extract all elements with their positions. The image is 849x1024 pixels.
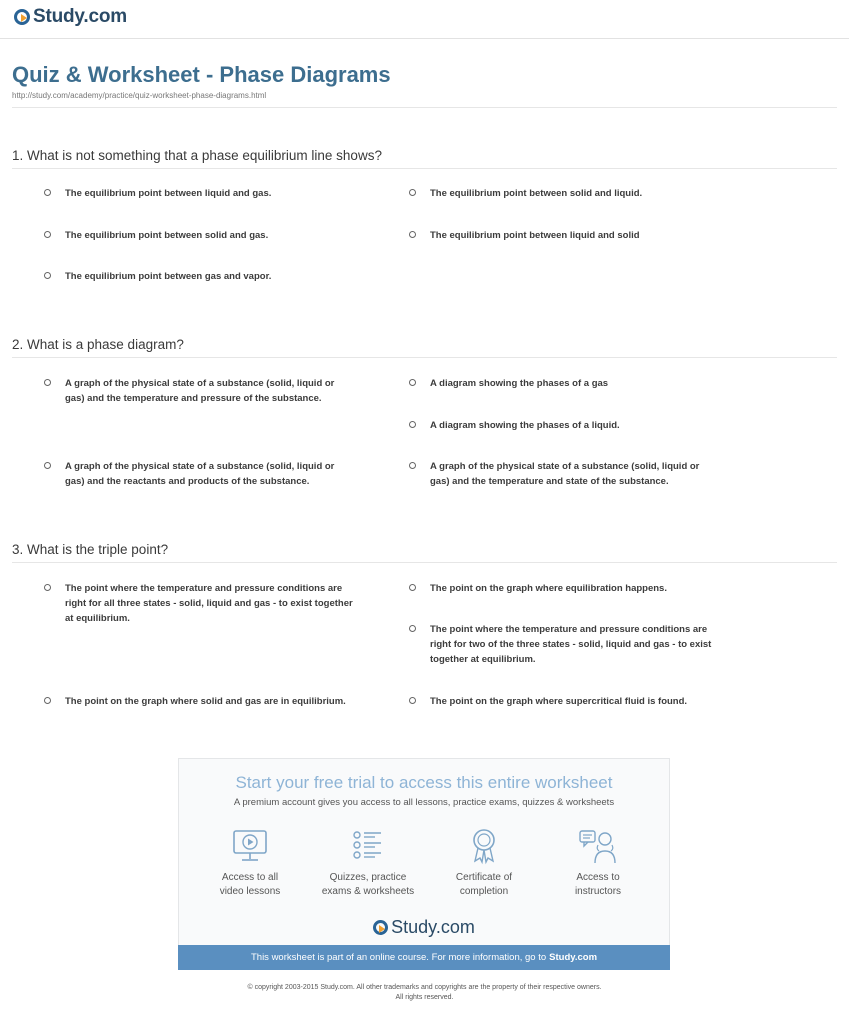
answer-option[interactable]: A diagram showing the phases of a gas bbox=[409, 376, 608, 391]
feature-certificate bbox=[429, 827, 539, 899]
question-3: 3. What is the triple point? bbox=[12, 542, 169, 557]
answer-option[interactable]: The equilibrium point between gas and vapor. bbox=[44, 269, 271, 284]
site-logo[interactable] bbox=[14, 6, 127, 28]
radio-button[interactable] bbox=[44, 584, 51, 591]
page-title: Quiz & Worksheet - Phase Diagrams bbox=[12, 62, 391, 87]
question-2: 2. What is a phase diagram? bbox=[12, 337, 184, 352]
answer-option[interactable]: The point on the graph where supercritical fluid is found. bbox=[409, 694, 687, 709]
page-url: http://study.com/academy/practice/quiz-worksheet-phase-diagrams.html bbox=[12, 91, 267, 100]
certificate-ribbon-icon bbox=[465, 827, 503, 865]
title-divider bbox=[12, 107, 837, 108]
answer-option[interactable]: The equilibrium point between solid and liquid. bbox=[409, 186, 642, 201]
promo-title[interactable]: Start your free trial to access this entire worksheet bbox=[235, 773, 613, 792]
radio-button[interactable] bbox=[409, 584, 416, 591]
answer-option[interactable]: The point on the graph where solid and gas are in equilibrium. bbox=[44, 694, 346, 709]
answer-option[interactable]: The point where the temperature and pressure conditions are right for all three states - solid, liquid and gas - to exist together at equilibrium. bbox=[44, 581, 353, 626]
answer-option[interactable]: A graph of the physical state of a substance (solid, liquid or gas) and the temperature and pressure of the substance. bbox=[44, 376, 334, 406]
radio-button[interactable] bbox=[44, 272, 51, 279]
radio-button[interactable] bbox=[409, 421, 416, 428]
radio-button[interactable] bbox=[44, 379, 51, 386]
course-info-banner bbox=[178, 945, 670, 970]
radio-button[interactable] bbox=[409, 189, 416, 196]
promo-logo-text: Study.com bbox=[391, 917, 475, 937]
answer-option[interactable]: A diagram showing the phases of a liquid. bbox=[409, 418, 620, 433]
answer-option[interactable]: The equilibrium point between solid and gas. bbox=[44, 228, 268, 243]
checklist-icon bbox=[349, 827, 387, 865]
banner-link[interactable]: Study.com bbox=[549, 952, 598, 963]
radio-button[interactable] bbox=[409, 697, 416, 704]
question-1-divider bbox=[12, 168, 837, 169]
feature-label: Certificate of completion bbox=[455, 872, 513, 897]
question-2-divider bbox=[12, 357, 837, 358]
feature-label: Access to instructors bbox=[574, 872, 622, 897]
instructor-chat-icon bbox=[578, 827, 618, 865]
question-1: 1. What is not something that a phase equilibrium line shows? bbox=[12, 148, 382, 163]
copyright-notice: © copyright 2003-2015 Study.com. All other trademarks and copyrights are the property of their respective owners. All rights reserved. bbox=[247, 984, 602, 1001]
promo-logo[interactable] bbox=[179, 917, 669, 938]
video-monitor-icon bbox=[231, 827, 269, 865]
study-logo-icon bbox=[373, 920, 388, 935]
answer-option[interactable]: The equilibrium point between liquid and solid bbox=[409, 228, 640, 243]
radio-button[interactable] bbox=[44, 231, 51, 238]
header-divider bbox=[0, 38, 849, 39]
answer-option[interactable]: The point on the graph where equilibration happens. bbox=[409, 581, 667, 596]
premium-promo-box bbox=[178, 758, 670, 970]
answer-option[interactable]: A graph of the physical state of a substance (solid, liquid or gas) and the temperature and state of the substance. bbox=[409, 459, 699, 489]
banner-text: This worksheet is part of an online course. For more information, go to bbox=[250, 952, 547, 963]
answer-option[interactable]: A graph of the physical state of a substance (solid, liquid or gas) and the reactants and products of the substance. bbox=[44, 459, 334, 489]
feature-quizzes bbox=[313, 827, 423, 899]
feature-video-lessons bbox=[195, 827, 305, 899]
feature-instructors bbox=[543, 827, 653, 899]
radio-button[interactable] bbox=[409, 231, 416, 238]
feature-label: Quizzes, practice exams & worksheets bbox=[321, 872, 415, 897]
question-3-divider bbox=[12, 562, 837, 563]
radio-button[interactable] bbox=[409, 462, 416, 469]
answer-option[interactable]: The equilibrium point between liquid and gas. bbox=[44, 186, 271, 201]
radio-button[interactable] bbox=[409, 379, 416, 386]
promo-subtitle: A premium account gives you access to all lessons, practice exams, quizzes & worksheets bbox=[233, 797, 615, 808]
radio-button[interactable] bbox=[409, 625, 416, 632]
feature-label: Access to all video lessons bbox=[219, 872, 281, 897]
logo-text: Study.com bbox=[33, 6, 127, 27]
answer-option[interactable]: The point where the temperature and pressure conditions are right for two of the three states - solid, liquid and gas - to exist together at equilibrium. bbox=[409, 622, 711, 667]
radio-button[interactable] bbox=[44, 462, 51, 469]
radio-button[interactable] bbox=[44, 697, 51, 704]
study-logo-icon bbox=[14, 9, 30, 25]
radio-button[interactable] bbox=[44, 189, 51, 196]
